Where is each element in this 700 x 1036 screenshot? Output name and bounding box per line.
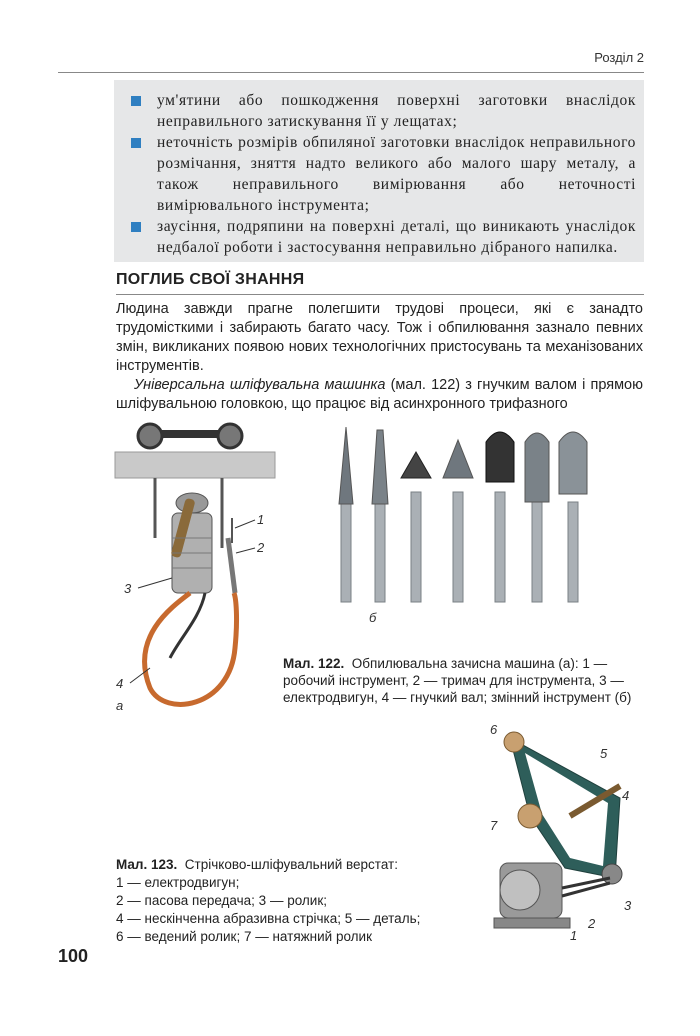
bullet-square-icon — [131, 96, 141, 106]
header-rule — [58, 72, 644, 73]
section-title: ПОГЛИБ СВОЇ ЗНАННЯ — [116, 271, 305, 288]
caption-122 — [283, 655, 645, 706]
trolley-wheel — [138, 424, 162, 448]
bullet-item — [131, 132, 636, 216]
label-4: 4 — [116, 676, 124, 691]
caption-123 — [116, 856, 476, 946]
paragraph-intro: Людина завжди прагне полегшити трудові процеси, які є занадто трудомісткими і забирають багато часу. Тож і обпилювання зазнало певних змін, викликаних появою нових технологічних пристосувань та механізованих інструментів. — [116, 301, 643, 374]
label-6: 6 — [490, 722, 498, 737]
bullet-text: неточність розмірів обпиляної заготовки внаслідок неправильного розмічання, зняття надто великого або малого шару металу, а також неправильного вимірювання або неточності вимірювального інструмента; — [157, 134, 636, 214]
caption-122-text: Обпилювальна зачисна машина (а): 1 — робочий інструмент, 2 — тримач для інструмента, 3 — електродвигун, 4 — гнучкий вал; змінний інструмент (б) — [283, 656, 632, 705]
bullet-square-icon — [131, 222, 141, 232]
burr — [443, 440, 473, 602]
label-a: а — [116, 698, 124, 713]
caption-123-line: 2 — пасова передача; 3 — ролик; — [116, 893, 327, 908]
driven-roller — [504, 732, 524, 752]
label-3: 3 — [124, 581, 132, 596]
label-5: 5 — [600, 746, 608, 761]
figure-122a-grinder — [110, 418, 285, 718]
label-2: 2 — [257, 540, 265, 555]
caption-123-lead: Стрічково-шліфувальний верстат: — [184, 857, 398, 872]
bullet-text: ум'ятини або пошкодження поверхні заготовки внаслідок неправильного затискування її у лещатах; — [157, 92, 636, 130]
flexible-shaft — [145, 593, 237, 704]
caption-123-line: 6 — ведений ролик; 7 — натяжний ролик — [116, 929, 372, 944]
label-1: 1 — [570, 928, 578, 943]
drive-roller — [602, 864, 622, 884]
bullet-text: заусіння, подряпини на поверхні деталі, що виникають унаслідок недбалої роботи і застосування неправильно дібраного напилка. — [157, 218, 636, 256]
tension-roller — [518, 804, 542, 828]
burr — [525, 433, 549, 602]
burr — [401, 452, 431, 602]
bullet-list — [131, 90, 636, 258]
bullet-item — [131, 216, 636, 258]
burr — [372, 430, 388, 602]
trolley-wheel — [218, 424, 242, 448]
term-universal-grinder: Універсальна шліфувальна машинка — [134, 377, 386, 393]
burr — [559, 432, 587, 602]
page-number: 100 — [58, 946, 89, 966]
figure-123-belt-grinder — [470, 718, 650, 948]
paragraph-machine-text: (мал. 122) з гнучким валом і прямою шліфувальною головкою, що працює від асинхронного трифазного — [116, 377, 643, 412]
label-3: 3 — [624, 898, 632, 913]
tool-holder — [228, 538, 235, 593]
caption-123-line: 1 — електродвигун; — [116, 875, 240, 890]
label-2: 2 — [588, 916, 596, 931]
label-b: б — [369, 610, 377, 625]
section-label: Розділ 2 — [594, 50, 644, 65]
section-rule — [116, 294, 644, 295]
caption-122-title: Мал. 122. — [283, 656, 345, 671]
label-1: 1 — [257, 512, 265, 527]
bullet-square-icon — [131, 138, 141, 148]
motor-base — [494, 918, 570, 928]
label-7: 7 — [490, 818, 498, 833]
label-4: 4 — [622, 788, 630, 803]
leader-line — [235, 520, 255, 528]
caption-123-line: 4 — нескінченна абразивна стрічка; 5 — деталь; — [116, 911, 421, 926]
burr — [486, 432, 514, 602]
rail-beam — [115, 452, 275, 478]
motor-face — [500, 870, 540, 910]
bullet-item — [131, 90, 636, 132]
paragraph-machine — [116, 376, 643, 414]
figure-122b-burrs — [325, 422, 600, 632]
belt-drive — [562, 883, 610, 896]
leader-line — [138, 578, 172, 588]
caption-123-title: Мал. 123. — [116, 857, 178, 872]
burr — [339, 427, 353, 602]
leader-line — [236, 548, 255, 553]
